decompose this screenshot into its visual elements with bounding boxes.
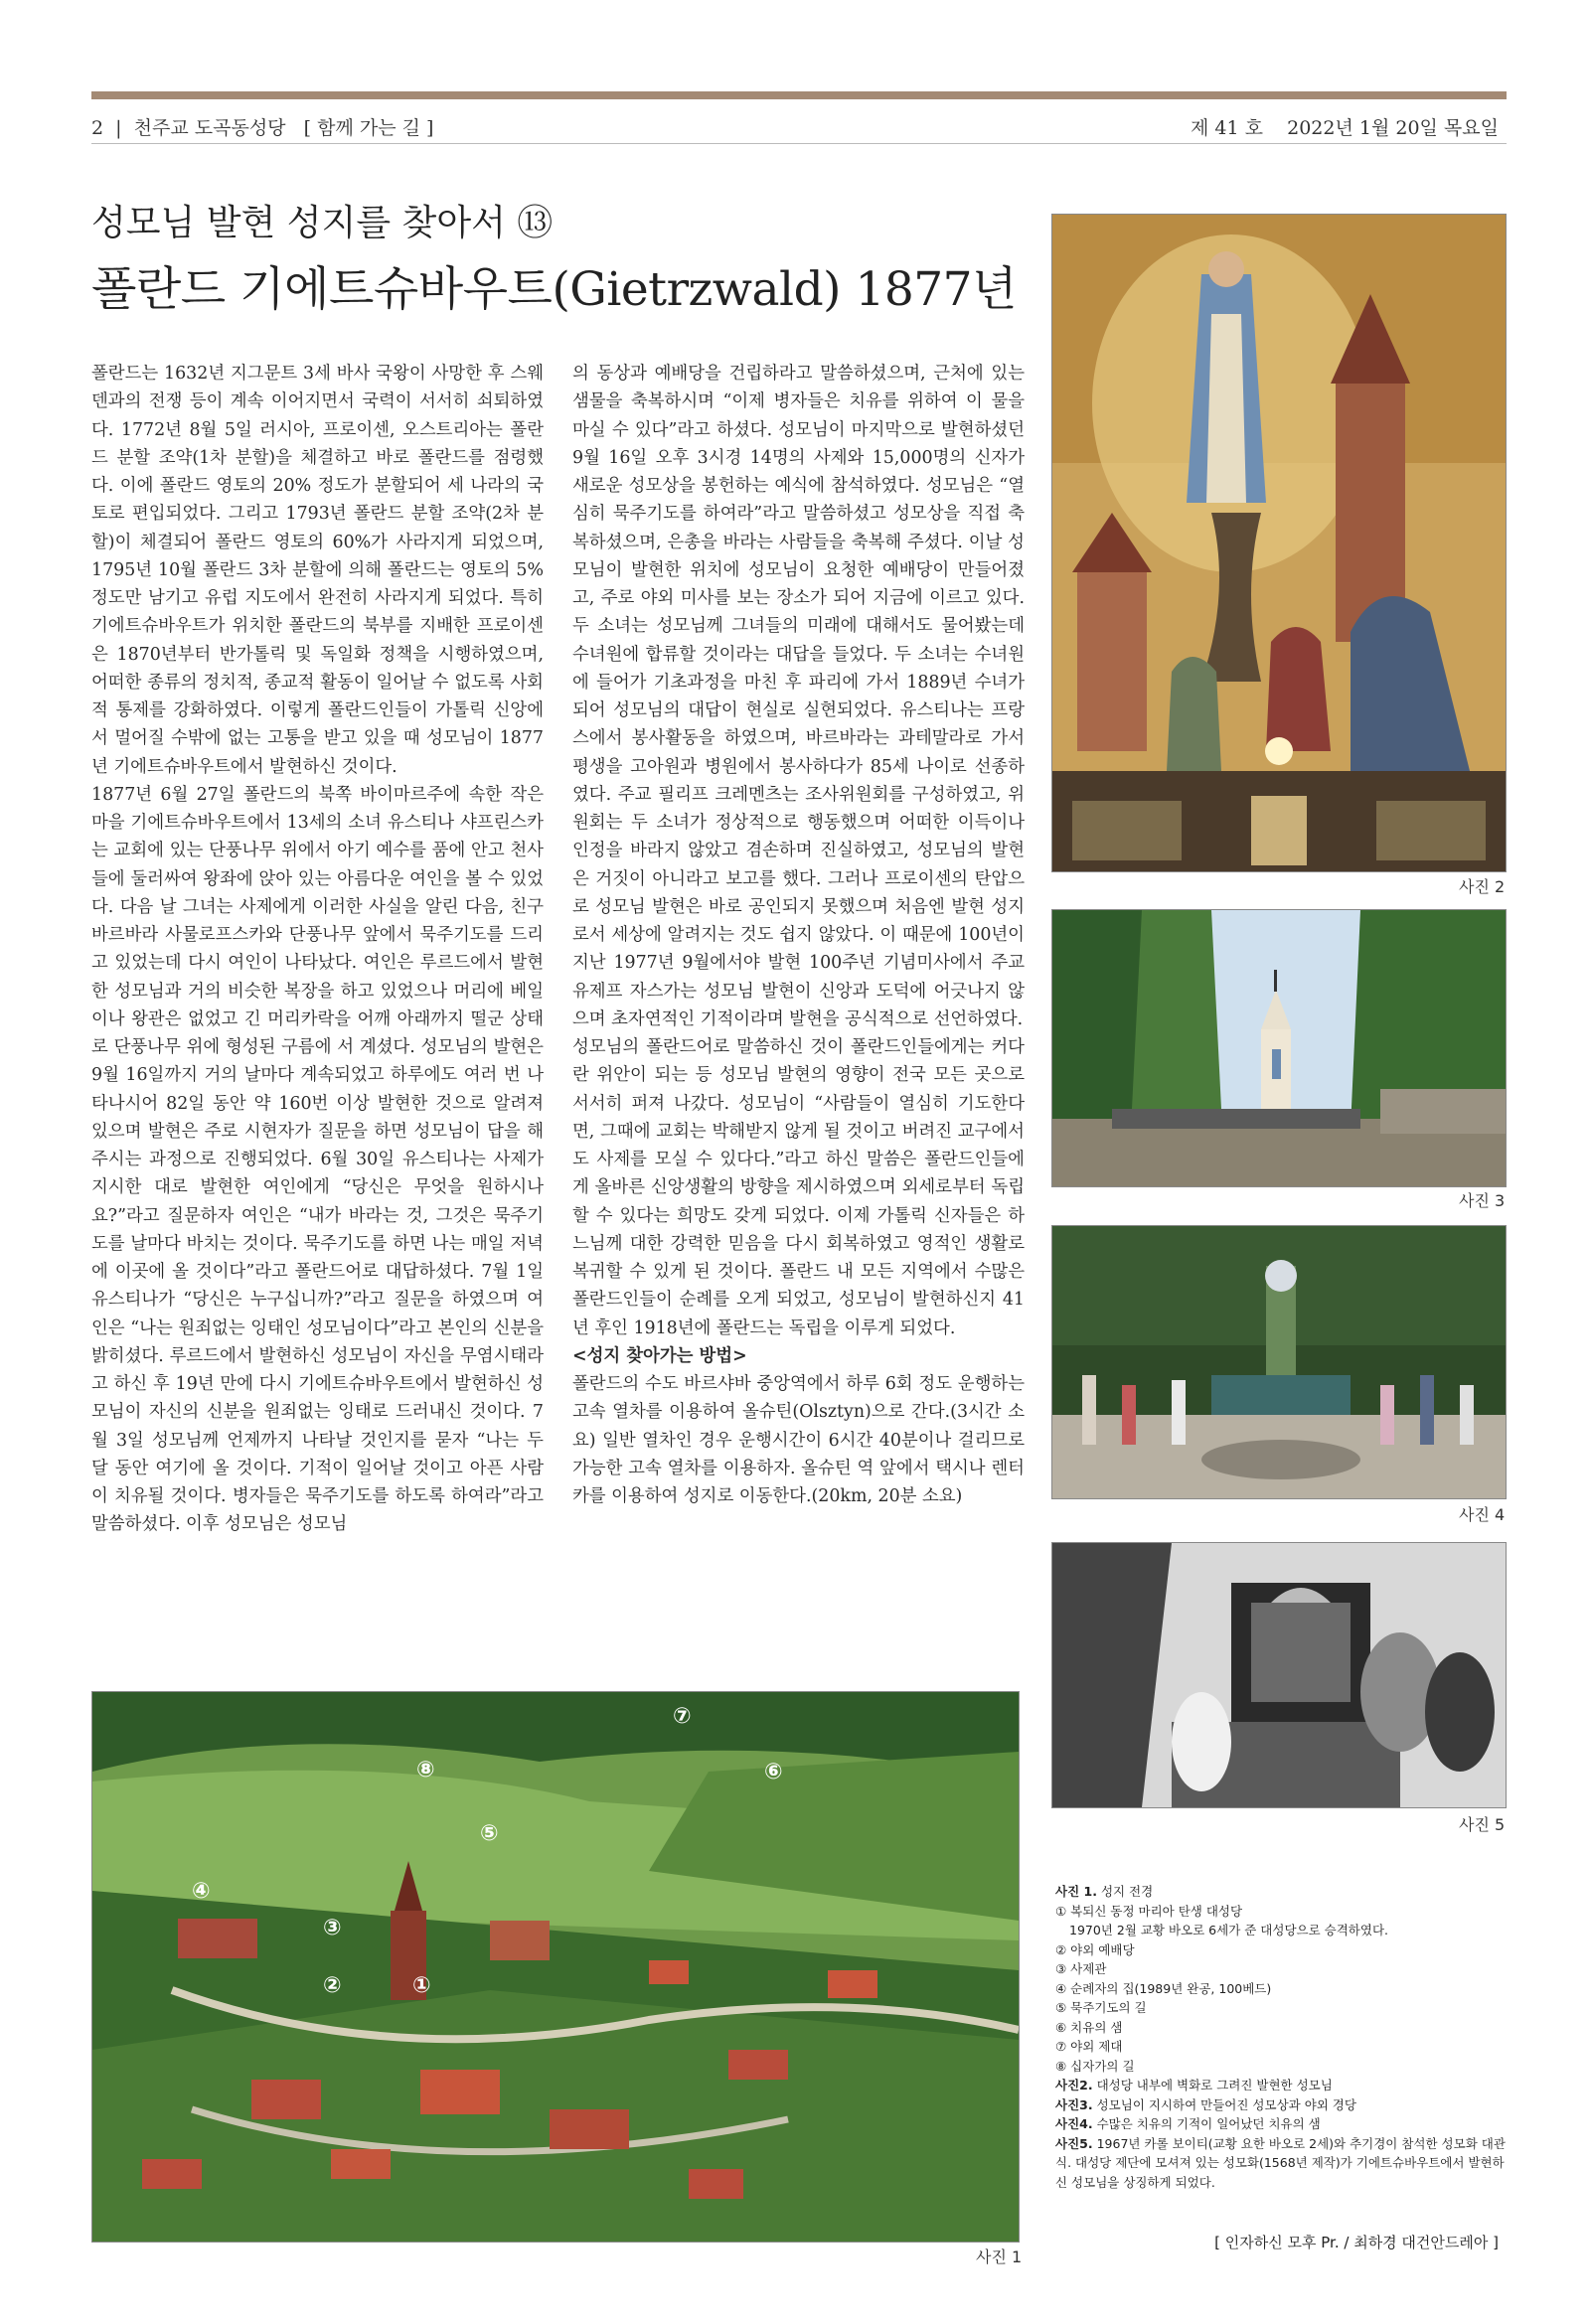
caption-1-item: ⑤ 묵주기도의 길 xyxy=(1055,2000,1147,2015)
page-number: 2 xyxy=(91,117,104,139)
photo-4-label: 사진 4 xyxy=(1459,1505,1506,1524)
map-marker-5: ⑤ xyxy=(480,1821,499,1846)
photo-3-label: 사진 3 xyxy=(1459,1191,1506,1210)
article-subtitle: 성모님 발현 성지를 찾아서 ⑬ xyxy=(91,203,554,243)
photo-2-mural xyxy=(1051,214,1507,872)
map-marker-4: ④ xyxy=(192,1879,211,1904)
paragraph: 성모님의 폴란드어로 말씀하신 것이 폴란드인들에게는 커다란 위안이 되는 등 성모님 발현의 영향이 전국 모든 곳으로 서서히 퍼져 나갔다. 성모님이 “사람들이 열심히 기도한다면, 그때에 교회는 박해받지 않게 될 것이고 버려진 교구에서도 사제를 모실 수 있다다.”라고 하신 말씀은 폴란드인들에게 올바른 신앙생활의 방향을 제시하였으며 외세로부터 독립할 수 있다는 희망도 갖게 되었다. 이제 가톨릭 신자들은 하느님께 대한 강력한 믿음을 다시 회복하였고 영적인 생활로 복귀할 수 있게 된 것이다. 폴란드 내 모든 지역에서 수많은 폴란드인들이 순례를 오게 되었고, 성모님이 발현하신지 41년 후인 1918년에 폴란드는 독립을 이루게 되었다. xyxy=(572,1037,1025,1338)
map-marker-8: ⑧ xyxy=(416,1758,435,1782)
caption-4 xyxy=(1055,2114,1507,2134)
article-title: 폴란드 기에트슈바우트(Gietrzwald) 1877년 xyxy=(91,262,1017,317)
photo-2-label: 사진 2 xyxy=(1459,877,1506,896)
caption-2-head: 사진2. xyxy=(1055,2078,1093,2092)
caption-3-head: 사진3. xyxy=(1055,2096,1093,2112)
author-credit: [ 인자하신 모후 Pr. / 최하경 대건안드레아 ] xyxy=(1214,2234,1499,2251)
caption-5 xyxy=(1055,2134,1507,2193)
section-name: [ 함께 가는 길 ] xyxy=(303,117,434,139)
map-marker-7: ⑦ xyxy=(673,1704,692,1729)
paragraph: 폴란드는 1632년 지그문트 3세 바사 국왕이 사망한 후 스웨덴과의 전쟁 등이 계속 이어지면서 국력이 서서히 쇠퇴하였다. 1772년 8월 5일 러시아, 프로이센, 오스트리아는 폴란드 분할 조약(1차 분할)을 체결하고 바로 폴란드를 점령했다. 이에 폴란드 영토의 20% 정도가 분할되어 세 나라의 국토로 편입되었다. 그리고 1793년 폴란드 분할 조약(2차 분할)이 체결되어 폴란드 영토의 60%가 사라지게 되었으며, 1795년 10월 폴란드 3차 분할에 의해 폴란드는 영토의 5% 정도만 남기고 유럽 지도에서 완전히 사라지게 되었다. 특히 기에트슈바우트가 위치한 폴란드의 북부를 지배한 프로이센은 1870년부터 반가톨릭 및 독일화 정책을 시행하였으며, 어떠한 종류의 정치적, 종교적 활동이 일어날 수 없도록 사회적 통제를 강화하였다. 이렇게 폴란드인들이 가톨릭 신앙에서 멀어질 수밖에 없는 고통을 받고 있을 때 성모님이 1877년 기에트슈바우트에서 발현하신 것이다. xyxy=(91,364,544,777)
issue-number: 제 41 호 xyxy=(1190,117,1263,139)
caption-3 xyxy=(1055,2095,1507,2115)
caption-4-text: 수많은 치유의 기적이 일어났던 치유의 샘 xyxy=(1096,2116,1321,2131)
article-column-1 xyxy=(91,360,544,1539)
photo-5-coronation xyxy=(1051,1542,1507,1808)
photo-3-chapel xyxy=(1051,909,1507,1187)
photo-captions xyxy=(1055,1882,1507,2192)
paragraph: 1877년 6월 27일 폴란드의 북쪽 바이마르주에 속한 작은 마을 기에트슈바우트에서 13세의 소녀 유스티나 샤프린스카는 교회에 있는 단풍나무 위에서 아기 예수를 품에 안고 천사들에 둘러싸여 왕좌에 앉아 있는 아름다운 여인을 볼 수 있었다. 다음 날 그녀는 사제에게 이러한 사실을 알린 다음, 친구 바르바라 사물로프스카와 단풍나무 앞에서 묵주기도를 드리고 있었는데 다시 여인이 나타났다. 여인은 루르드에서 발현한 성모님과 거의 비슷한 복장을 하고 있었으나 머리에 베일이나 왕관은 없었고 긴 머리카락을 어깨 아래까지 떨군 상태로 단풍나무 위에 형성된 구름에 서 계셨다. 성모님의 발현은 9월 16일까지 거의 날마다 계속되었고 하루에도 여러 번 나타나시어 82일 동안 약 160번 이상 발현한 것으로 알려져 있으며 발현은 주로 시현자가 질문을 하면 성모님이 답을 해주시는 과정으로 진행되었다. 6월 30일 유스티나는 사제가 지시한 대로 발현한 여인에게 “당신은 무엇을 원하시나요?”라고 질문하자 여인은 “내가 바라는 것, 그것은 묵주기도를 날마다 바치는 것이다. 묵주기도를 하면 나는 매일 저녁에 이곳에 올 것이다”라고 폴란드어로 대답하셨다. 7월 1일 유스티나가 “당신은 누구십니까?”라고 질문을 하였으며 여인은 “나는 원죄없는 잉태인 성모님이다”라고 본인의 신분을 밝히셨다. 루르드에서 발현하신 성모님이 자신을 무염시태라고 하신 후 19년 만에 다시 기에트슈바우트에서 발현하신 성모님이 자신의 신분을 원죄없는 잉태로 드러내신 것이다. 7월 3일 성모님께 언제까지 나타날 것인지를 묻자 “나는 두 달 동안 여기에 올 것이다. 기적이 일어날 것이고 아픈 사람이 치유될 것이다. 병자들은 묵주기도를 하도록 하여라”라고 말씀하셨다. 이후 성모님은 성모님 xyxy=(91,784,544,1535)
header-right xyxy=(1191,113,1499,140)
caption-1-item: ① 복되신 동정 마리아 탄생 대성당 xyxy=(1055,1903,1243,1919)
issue-date: 2022년 1월 20일 목요일 xyxy=(1287,117,1499,139)
paragraph: 의 동상과 예배당을 건립하라고 말씀하셨으며, 근처에 있는 샘물을 축복하시며 “이제 병자들은 치유를 위하여 이 물을 마실 수 있다”라고 하셨다. 성모님이 마지막으로 발현하셨던 9월 16일 오후 3시경 14명의 사제와 15,000명의 신자가 새로운 성모상을 봉헌하는 예식에 참석하였다. 성모님은 “열심히 묵주기도를 하여라”라고 말씀하셨고 성모상을 직접 축복하셨으며, 은총을 바라는 사람들을 축복해 주셨다. 이날 성모님이 발현한 위치에 성모님이 요청한 예배당이 만들어졌고, 주로 야외 미사를 보는 장소가 되어 지금에 이르고 있다. 두 소녀는 성모님께 그녀들의 미래에 대해서도 물어봤는데 수녀원에 합류할 것이라는 대답을 들었다. 두 소녀는 수녀원에 들어가 기초과정을 마친 후 파리에 가서 1889년 수녀가 되어 성모님의 대답이 현실로 실현되었다. 유스티나는 프랑스에서 봉사활동을 하였으며, 바르바라는 과테말라로 가서 평생을 고아원과 병원에서 봉사하다가 85세 나이로 선종하였다. 주교 필리프 크레멘츠는 조사위원회를 구성하였고, 위원회는 두 소녀가 정상적으로 행동했으며 어떠한 이득이나 인정을 바라지 않았고 겸손하며 진실하였고, 성모님의 발현은 거짓이 아니라고 보고를 했다. 그러나 프로이센의 탄압으로 성모님 발현은 바로 공인되지 못했으며 처음엔 발현 성지로서 세상에 알려지는 것도 쉽지 않았다. 이 때문에 100년이 지난 1977년 9월에서야 발현 100주년 기념미사에서 주교 유제프 자스가는 성모님 발현이 신앙과 도덕에 어긋나지 않으며 초자연적인 기적이라며 발현을 공식적으로 선언하였다. xyxy=(572,364,1025,1029)
caption-1-item: ② 야외 예배당 xyxy=(1055,1941,1135,1957)
caption-4-head: 사진4. xyxy=(1055,2116,1093,2131)
photo-4-spring xyxy=(1051,1225,1507,1499)
caption-1-item: 1970년 2월 교황 바오로 6세가 준 대성당으로 승격하였다. xyxy=(1069,1923,1389,1937)
caption-1-item: ⑦ 야외 제대 xyxy=(1055,2039,1123,2054)
caption-2 xyxy=(1055,2076,1507,2095)
header-rule xyxy=(91,143,1507,144)
article-column-2 xyxy=(572,360,1025,1510)
route-heading: <성지 찾아가는 방법> xyxy=(572,1345,747,1366)
photo-1-aerial xyxy=(91,1691,1020,2243)
caption-1-head: 사진 1. xyxy=(1055,1884,1097,1899)
header-left: 2 | 천주교 도곡동성당 [ 함께 가는 길 ] xyxy=(91,117,434,139)
caption-1-item: ④ 순례자의 집(1989년 완공, 100베드) xyxy=(1055,1980,1272,1996)
caption-1-item: ⑧ 십자가의 길 xyxy=(1055,2058,1135,2074)
map-marker-6: ⑥ xyxy=(764,1760,783,1784)
photo-5-label: 사진 5 xyxy=(1459,1815,1506,1834)
caption-1-item: ③ 사제관 xyxy=(1055,1961,1107,1976)
parish-name: 천주교 도곡동성당 xyxy=(133,117,286,139)
top-decorative-bar xyxy=(91,91,1507,99)
caption-2-text: 대성당 내부에 벽화로 그려진 발현한 성모님 xyxy=(1096,2078,1333,2092)
map-marker-3: ③ xyxy=(323,1916,342,1940)
caption-1-text: 성지 전경 xyxy=(1100,1884,1154,1899)
map-marker-2: ② xyxy=(323,1973,342,1998)
caption-1-item: ⑥ 치유의 샘 xyxy=(1055,2019,1123,2035)
caption-5-head: 사진5. xyxy=(1055,2135,1093,2151)
caption-5-text: 1967년 카롤 보이티(교황 요한 바오로 2세)와 추기경이 참석한 성모화 대관식. 대성당 제단에 모셔져 있는 성모화(1568년 제작)가 기에트슈바우트에서 발현하신 성모님을 상징하게 되었다. xyxy=(1055,2135,1506,2190)
map-marker-1: ① xyxy=(412,1973,431,1998)
caption-1 xyxy=(1055,1882,1507,1902)
caption-3-text: 성모님이 지시하여 만들어진 성모상과 야외 경당 xyxy=(1096,2096,1356,2112)
route-text: 폴란드의 수도 바르샤바 중앙역에서 하루 6회 정도 운행하는 고속 열차를 이용하여 올슈틴(Olsztyn)으로 간다.(3시간 소요) 일반 열차인 경우 운행시간이 6시간 40분이나 걸리므로 가능한 고속 열차를 이용하자. 올슈틴 역 앞에서 택시나 렌터카를 이용하여 성지로 이동한다.(20km, 20분 소요) xyxy=(572,1374,1025,1506)
photo-1-label: 사진 1 xyxy=(976,2247,1023,2266)
